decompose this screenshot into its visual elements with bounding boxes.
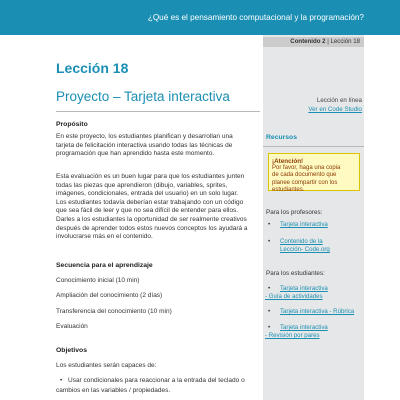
proposito-heading: Propósito [56, 121, 88, 128]
student-link-revision[interactable] [265, 324, 328, 341]
bullet: • [268, 221, 271, 228]
code-studio-link[interactable]: Ver en Code Studio [308, 105, 362, 113]
notice-line: planee compartir con los [272, 179, 338, 186]
header-bar [0, 0, 400, 35]
text-line: tarjeta de felicitación interactiva usando todas las técnicas de [56, 141, 233, 149]
estudiantes-label: Para los estudiantes: [266, 270, 325, 277]
link-text: Lección- Code.org [280, 246, 330, 254]
link-text: Contenido de la [280, 238, 323, 245]
text-line: que sea fácil de leer y que no sea difícil de entender para ellos. [56, 207, 239, 215]
student-link-guia[interactable] [265, 285, 328, 302]
notice-title: ¡Atención! [272, 158, 304, 165]
text-line: Esta evaluación es un buen lugar para que los estudiantes junten [56, 173, 245, 180]
text-line: involucrarse más en el contenido. [56, 233, 153, 241]
secuencia-item: Evaluación [56, 323, 88, 330]
band-leccion: Lección 18 [330, 38, 360, 45]
text-line: Darles a los estudiantes la oportunidad de ser realmente creativos [56, 215, 247, 223]
objetivo-item: Usar condicionales para reaccionar a la entrada del teclado o [68, 377, 245, 384]
proposito-para-1 [56, 133, 260, 159]
student-link-rubrica[interactable] [280, 308, 354, 316]
objetivo-item-cont: cambios en las variables / propiedades. [56, 387, 171, 394]
teacher-link-contenido[interactable] [280, 238, 330, 255]
online-lesson [308, 97, 362, 115]
teacher-link-card[interactable] [280, 221, 328, 229]
course-title: ¿Qué es el pensamiento computacional y la programación? [147, 13, 364, 22]
online-label: Lección en línea [316, 97, 362, 104]
text-line: Los estudiantes todavía deberían estar trabajando con un código [56, 198, 244, 206]
link-text: - Revisión por pares [265, 332, 320, 340]
recursos-heading: Recursos [266, 134, 297, 141]
lesson-band [263, 37, 364, 47]
title-divider [56, 111, 260, 112]
notice-line: de cada documento que [272, 172, 337, 179]
text-line: programación que han aprendido hasta este momento. [56, 150, 215, 158]
text-line: todas las piezas que aprendieron (dibujo, variables, sprites, [56, 181, 228, 189]
link-text: Tarjeta interactiva - Rúbrica [280, 308, 355, 315]
notice-line: Por favor, haga una copia [272, 165, 341, 171]
notice-box [268, 153, 360, 194]
profesores-label: Para los profesores: [266, 209, 323, 216]
recursos-divider [263, 146, 364, 147]
secuencia-item: Ampliación del conocimiento (2 días) [56, 292, 163, 299]
objetivos-intro: Los estudiantes serán capaces de: [56, 362, 157, 369]
secuencia-heading: Secuencia para el aprendizaje [56, 262, 153, 269]
proposito-para-2 [56, 173, 260, 242]
notice-line: estudiantes. [272, 187, 305, 194]
text-line: En este proyecto, los estudiantes planifican y desarrollan una [56, 133, 233, 140]
link-text: Tarjeta interactiva [280, 221, 328, 228]
bullet: • [268, 324, 271, 331]
link-text: Tarjeta interactiva [280, 285, 328, 292]
link-text: - Guía de actividades [265, 293, 323, 301]
band-contenido: Contenido 2 [290, 38, 326, 45]
secuencia-item: Transferencia del conocimiento (10 min) [56, 308, 172, 315]
text-line: imágenes, condicionales, entrada del usuario) en un solo lugar. [56, 190, 239, 198]
secuencia-item: Conocimiento inicial (10 min) [56, 277, 140, 284]
text-line: después de aprender todos estos nuevos conceptos los ayudará a [56, 224, 248, 232]
project-title: Proyecto – Tarjeta interactiva [56, 89, 230, 104]
sidebar-panel [263, 35, 364, 400]
bullet: • [268, 308, 271, 315]
objetivos-heading: Objetivos [56, 347, 87, 354]
bullet: • [268, 285, 271, 292]
bullet: • [60, 377, 63, 384]
link-text: Tarjeta interactiva [280, 324, 328, 331]
bullet: • [268, 238, 271, 245]
lesson-title: Lección 18 [56, 60, 129, 76]
band-separator: | [327, 38, 329, 45]
